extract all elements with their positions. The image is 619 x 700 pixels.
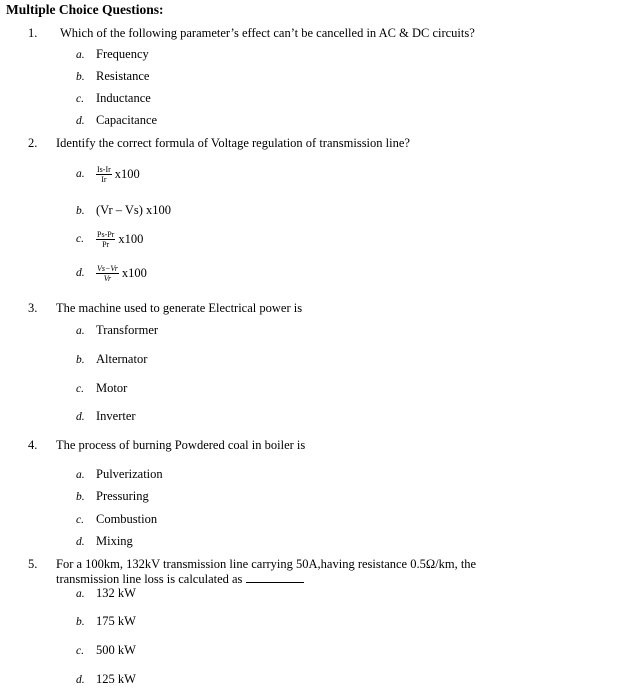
option-text: Pulverization <box>96 467 163 481</box>
question-text: For a 100km, 132kV transmission line carrying 50A,having resistance 0.5Ω/km, the <box>56 557 477 571</box>
option-letter: c. <box>76 93 84 105</box>
option[interactable] <box>76 91 151 106</box>
option-text: (Vr – Vs) x100 <box>96 203 172 217</box>
question-text: The process of burning Powdered coal in boiler is <box>56 438 306 452</box>
option-text: 500 kW <box>96 643 136 657</box>
question-number: 4. <box>28 438 38 452</box>
option[interactable]: c. $\frac{Ps-Pr}{Pr}$ x100 <box>76 230 144 249</box>
option-letter: d. <box>76 115 85 127</box>
option-text: Alternator <box>96 352 148 366</box>
option[interactable] <box>76 47 149 62</box>
option-text: Inductance <box>96 91 151 105</box>
formula-fraction: $\frac{Ps-Pr}{Pr}$ <box>97 230 115 249</box>
option[interactable] <box>76 672 136 687</box>
option-letter: a. <box>76 325 85 337</box>
option[interactable] <box>76 534 133 549</box>
option-letter: b. <box>76 616 85 628</box>
option-letter: d. <box>76 536 85 548</box>
formula-fraction: $\frac{Vs-Vr}{Vr}$ <box>97 264 118 283</box>
option-letter: a. <box>76 49 85 61</box>
option-letter: a. <box>76 168 85 181</box>
option[interactable] <box>76 489 149 504</box>
option-letter: c. <box>76 514 84 526</box>
option-letter: c. <box>76 645 84 657</box>
question-number: 1. <box>28 26 38 40</box>
option-letter: b. <box>76 491 85 503</box>
option-letter: d. <box>76 411 85 423</box>
option[interactable] <box>76 203 171 218</box>
option-text: Transformer <box>96 323 159 337</box>
option[interactable] <box>76 643 136 658</box>
option[interactable] <box>76 409 136 424</box>
question-text: Which of the following parameter’s effect can’t be cancelled in AC & DC circuits? <box>60 26 475 40</box>
option-text: 175 kW <box>96 614 136 628</box>
question-number: 5. <box>28 557 38 571</box>
option[interactable] <box>76 586 136 601</box>
option-letter: b. <box>76 205 85 217</box>
option-text: Inverter <box>96 409 136 423</box>
option-text: Mixing <box>96 534 133 548</box>
option[interactable] <box>76 113 157 128</box>
option-letter: d. <box>76 674 85 686</box>
option[interactable] <box>76 467 163 482</box>
question-text: Identify the correct formula of Voltage regulation of transmission line? <box>56 136 410 150</box>
option-text: Combustion <box>96 512 158 526</box>
formula-fraction: $\frac{Is-Ir}{Ir}$ <box>97 165 111 184</box>
option-text: Pressuring <box>96 489 149 503</box>
page-title: Multiple Choice Questions: <box>6 2 164 17</box>
option[interactable] <box>76 512 157 527</box>
option-text: Capacitance <box>96 113 158 127</box>
option-letter: b. <box>76 71 85 83</box>
option-text: 132 kW <box>96 586 136 600</box>
option-text: Frequency <box>96 47 149 61</box>
option[interactable] <box>76 69 149 84</box>
option-letter: a. <box>76 588 85 600</box>
option-letter: b. <box>76 354 85 366</box>
question-number: 2. <box>28 136 38 150</box>
option-letter: d. <box>76 267 85 280</box>
option[interactable] <box>76 614 136 629</box>
question-number: 3. <box>28 301 38 315</box>
option-letter: a. <box>76 469 85 481</box>
question-text: The machine used to generate Electrical power is <box>56 301 303 315</box>
option[interactable]: a. $\frac{Is-Ir}{Ir}$ x100 <box>76 165 140 184</box>
option[interactable]: d. $\frac{Vs-Vr}{Vr}$ x100 <box>76 264 147 283</box>
option[interactable] <box>76 352 147 367</box>
option-text: Resistance <box>96 69 150 83</box>
option-letter: c. <box>76 233 84 246</box>
option[interactable] <box>76 381 127 396</box>
answer-blank[interactable] <box>246 571 304 583</box>
option-text: Motor <box>96 381 128 395</box>
option-letter: c. <box>76 383 84 395</box>
option[interactable] <box>76 323 158 338</box>
option-text: 125 kW <box>96 672 136 686</box>
question-text: transmission line loss is calculated as <box>56 571 304 587</box>
